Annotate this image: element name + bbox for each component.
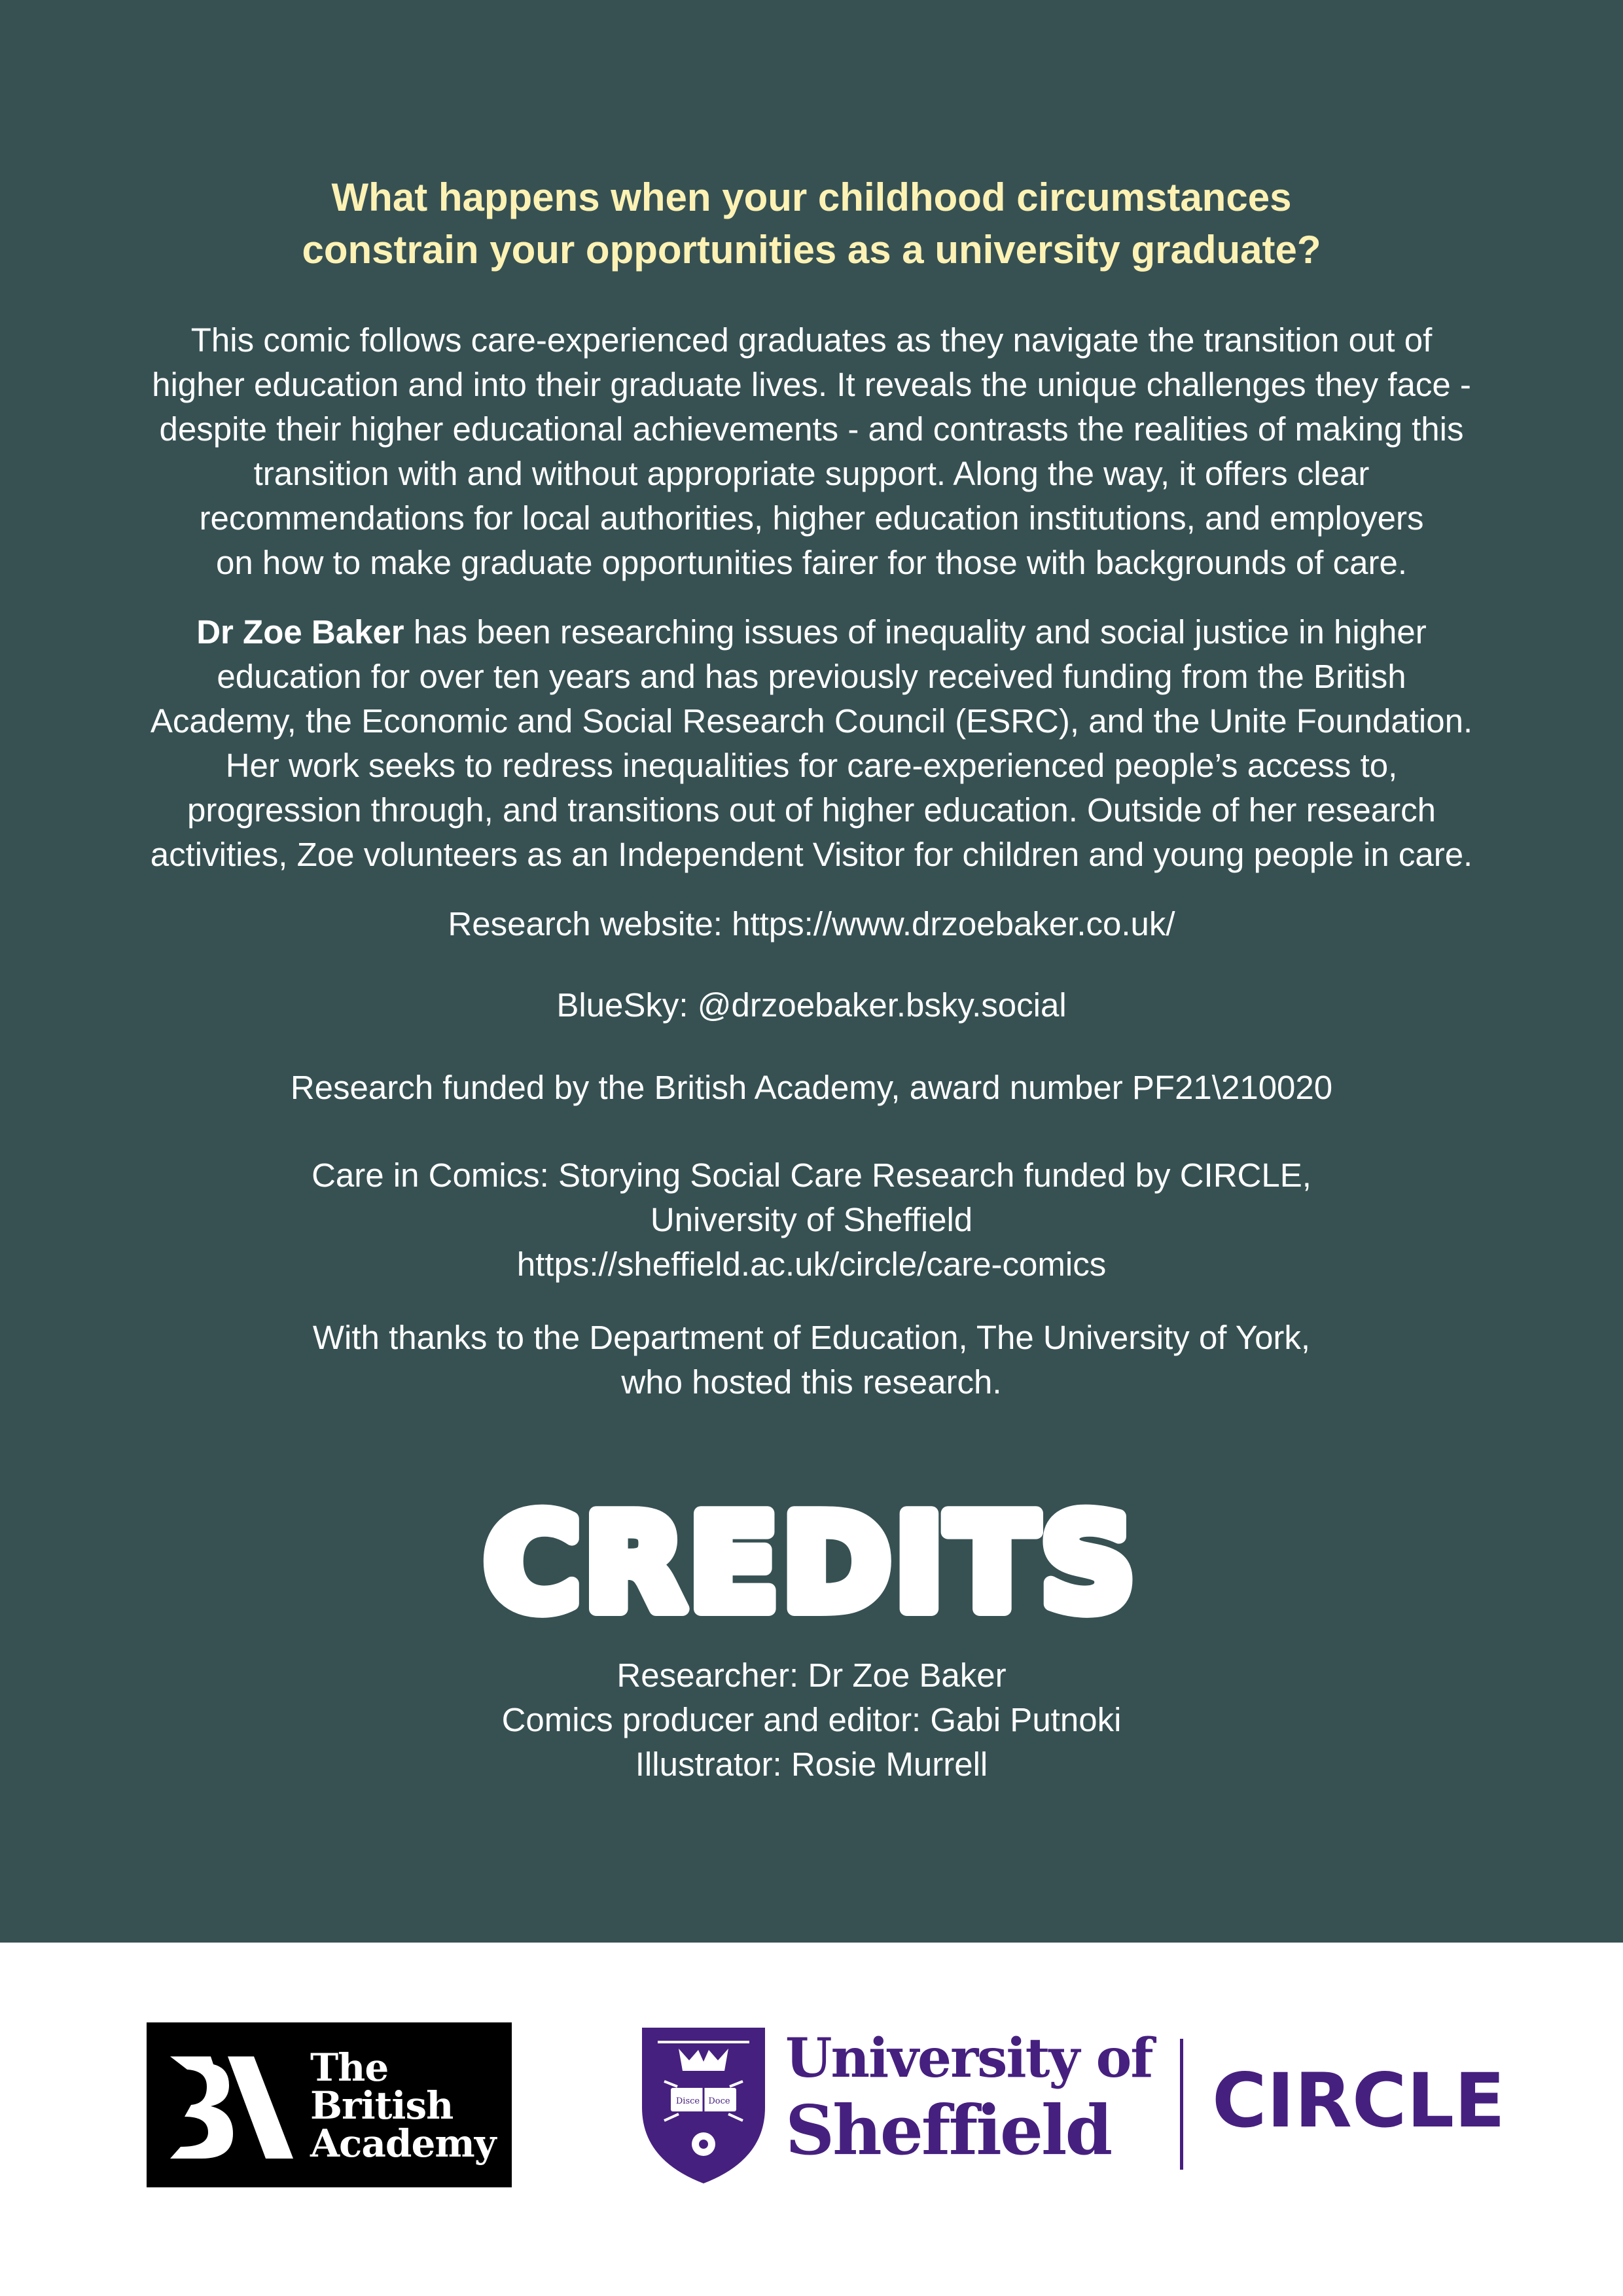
thanks [92,1316,1531,1405]
heading-line: What happens when your childhood circumstances [331,175,1292,219]
credits-line: Researcher: Dr Zoe Baker [616,1657,1007,1694]
intro-line: despite their higher educational achievements - and contrasts the realities of making this [159,410,1464,448]
website-line[interactable]: Research website: https://www.drzoebaker.co.uk/ [448,905,1175,942]
bio-paragraph [92,610,1531,877]
motto-word: Doce [708,2096,730,2106]
bio-line [92,610,1531,655]
thanks-line: With thanks to the Department of Education, The University of York, [312,1319,1311,1356]
british-academy-mark-icon [165,2049,296,2166]
intro-line: on how to make graduate opportunities fairer for those with backgrounds of care. [215,544,1408,581]
sheffield-wordmark-line: Sheffield [785,2090,1111,2170]
logo-divider [1180,2039,1183,2170]
care-in-comics [92,1153,1531,1287]
bio-line: progression through, and transitions out of higher education. Outside of her research [187,791,1436,829]
credits-list [92,1653,1531,1787]
credits-title [0,1484,1623,1638]
intro-line: higher education and into their graduate lives. It reveals the unique challenges they face - [152,366,1471,403]
bio-line: Academy, the Economic and Social Research Council (ESRC), and the Unite Foundation. [150,702,1473,740]
ba-word: British [310,2083,454,2128]
funding-line: Research funded by the British Academy, award number PF21\210020 [290,1069,1333,1106]
heading-line: constrain your opportunities as a university graduate? [302,228,1321,272]
intro-line: transition with and without appropriate support. Along the way, it offers clear [253,455,1370,492]
credits-line: Illustrator: Rosie Murrell [635,1746,988,1783]
sheffield-wordmark-line: University of [785,2027,1152,2090]
credits-line: Comics producer and editor: Gabi Putnoki [501,1701,1122,1738]
sheffield-shield-icon [638,2022,769,2186]
intro-paragraph [92,318,1531,585]
bio-line: education for over ten years and has previously received funding from the British [217,658,1406,695]
sheffield-wordmark [785,2026,1152,2170]
bio-first-line: has been researching issues of inequality and social justice in higher [404,613,1427,651]
bio-name: Dr Zoe Baker [196,613,404,651]
circle-wordmark: CIRCLE [1212,2057,1506,2144]
care-in-comics-line: University of Sheffield [650,1201,973,1238]
bio-line: Her work seeks to redress inequalities for care-experienced people’s access to, [225,747,1398,784]
ba-word: Academy [310,2121,496,2166]
motto-word: Disce [675,2096,700,2106]
intro-line: This comic follows care-experienced graduates as they navigate the transition out of [190,321,1433,359]
british-academy-wordmark [310,2045,496,2166]
care-in-comics-line: Care in Comics: Storying Social Care Research funded by CIRCLE, [312,1157,1311,1194]
thanks-line: who hosted this research. [621,1363,1002,1401]
heading [0,171,1623,276]
ba-word: The [310,2045,389,2090]
credits-title-text: CREDITS [484,1488,1139,1640]
bio-line: activities, Zoe volunteers as an Independent Visitor for children and young people in care. [150,836,1473,873]
intro-line: recommendations for local authorities, higher education institutions, and employers [199,499,1424,537]
sheffield-circle-logo[interactable] [638,2022,1506,2186]
bluesky-line[interactable]: BlueSky: @drzoebaker.bsky.social [556,986,1067,1024]
british-academy-logo[interactable] [147,2022,512,2187]
care-in-comics-url[interactable]: https://sheffield.ac.uk/circle/care-comics [516,1246,1107,1283]
credits-title-lettering [484,1484,1139,1640]
